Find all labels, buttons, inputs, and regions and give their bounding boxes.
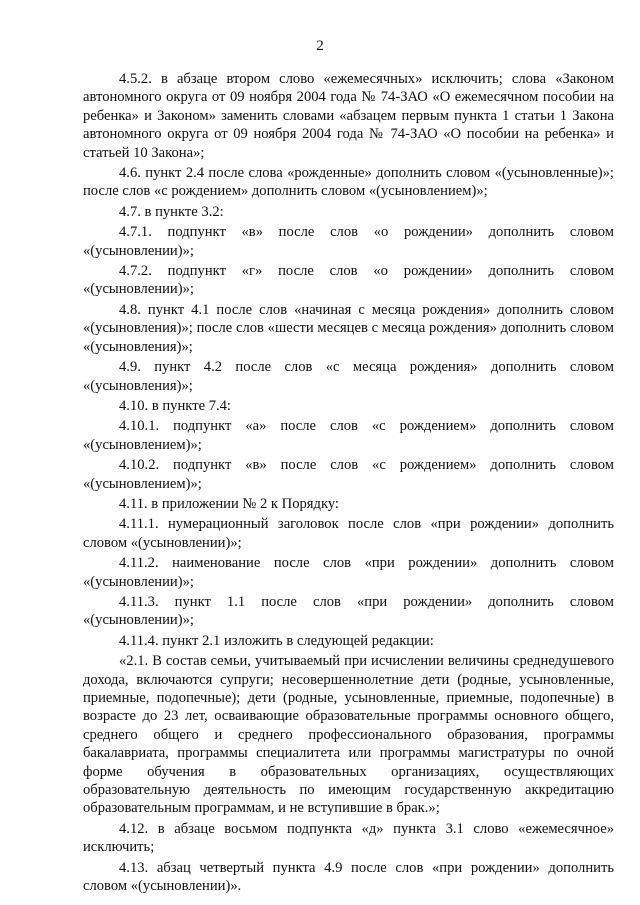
paragraph-4-7-1: 4.7.1. подпункт «в» после слов «о рождении» дополнить словом «(усыновлении)»;	[83, 224, 614, 259]
paragraph-4-5-2: 4.5.2. в абзаце втором слово «ежемесячных» исключить; слова «Законом автономного округа от 09 ноября 2004 года № 74-ЗАО «О ежемесячном пособии на ребенка» и Законом» заменить словами «абзацем первым пункта 1 статьи 1 Закона автономного округа от 09 ноября 2004 года № 74-ЗАО «О пособии на ребенка» и статьей 10 Закона»;	[83, 71, 614, 161]
paragraph-4-7-2: 4.7.2. подпункт «г» после слов «о рождении» дополнить словом «(усыновлении)»;	[83, 263, 614, 298]
paragraph-4-11-2: 4.11.2. наименование после слов «при рождении» дополнить словом «(усыновлении)»;	[83, 555, 614, 590]
paragraph-4-11-1: 4.11.1. нумерационный заголовок после слов «при рождении» дополнить словом «(усыновлении)»;	[83, 516, 614, 551]
page-number: 2	[316, 38, 324, 54]
paragraph-4-7: 4.7. в пункте 3.2:	[119, 203, 224, 220]
paragraph-4-11-3: 4.11.3. пункт 1.1 после слов «при рождении» дополнить словом «(усыновлении)»;	[83, 593, 614, 629]
paragraph-4-10-2: 4.10.2. подпункт «в» после слов «с рождением» дополнить словом «(усыновлением)»;	[83, 457, 614, 492]
paragraph-4-11: 4.11. в приложении № 2 к Порядку:	[119, 495, 339, 512]
paragraph-4-10: 4.10. в пункте 7.4:	[119, 397, 231, 414]
paragraph-4-6: 4.6. пункт 2.4 после слова «рожденные» дополнить словом «(усыновленные)»; после слов «с рождением» дополнить словом «(усыновлением)»;	[83, 165, 614, 200]
paragraph-4-9: 4.9. пункт 4.2 после слов «с месяца рождения» дополнить словом «(усыновления)»;	[83, 359, 614, 394]
paragraph-4-11-4: 4.11.4. пункт 2.1 изложить в следующей редакции:	[119, 632, 434, 649]
paragraph-4-13: 4.13. абзац четвертый пункта 4.9 после слов «при рождении» дополнить словом «(усыновлении)».	[83, 859, 614, 895]
paragraph-4-8: 4.8. пункт 4.1 после слов «начиная с месяца рождения» дополнить словом «(усыновления)»; после слов «шести месяцев с месяца рождения» дополнить словом «(усыновления)»;	[83, 301, 614, 355]
paragraph-4-10-1: 4.10.1. подпункт «а» после слов «с рождением» дополнить словом «(усыновлением)»;	[83, 418, 614, 453]
paragraph-2-1-quote: «2.1. В состав семьи, учитываемый при исчислении величины среднедушевого дохода, включаются супруги; несовершеннолетние дети (родные, усыновленные, приемные, подопечные); дети (родные, усыновленные, приемные, подопечные) в возрасте до 23 лет, осваивающие образовательные программы основного общего, среднего общего и среднего профессионального образования, программы бакалавриата, программы специалитета или программы магистратуры по очной форме обучения в образовательных организациях, осуществляющих образовательную деятельность по имеющим государственную аккредитацию образовательным программам, и не вступившие в брак.»;	[83, 653, 614, 817]
paragraph-4-12: 4.12. в абзаце восьмом подпункта «д» пункта 3.1 слово «ежемесячное» исключить;	[83, 820, 614, 856]
document-body	[83, 70, 614, 897]
